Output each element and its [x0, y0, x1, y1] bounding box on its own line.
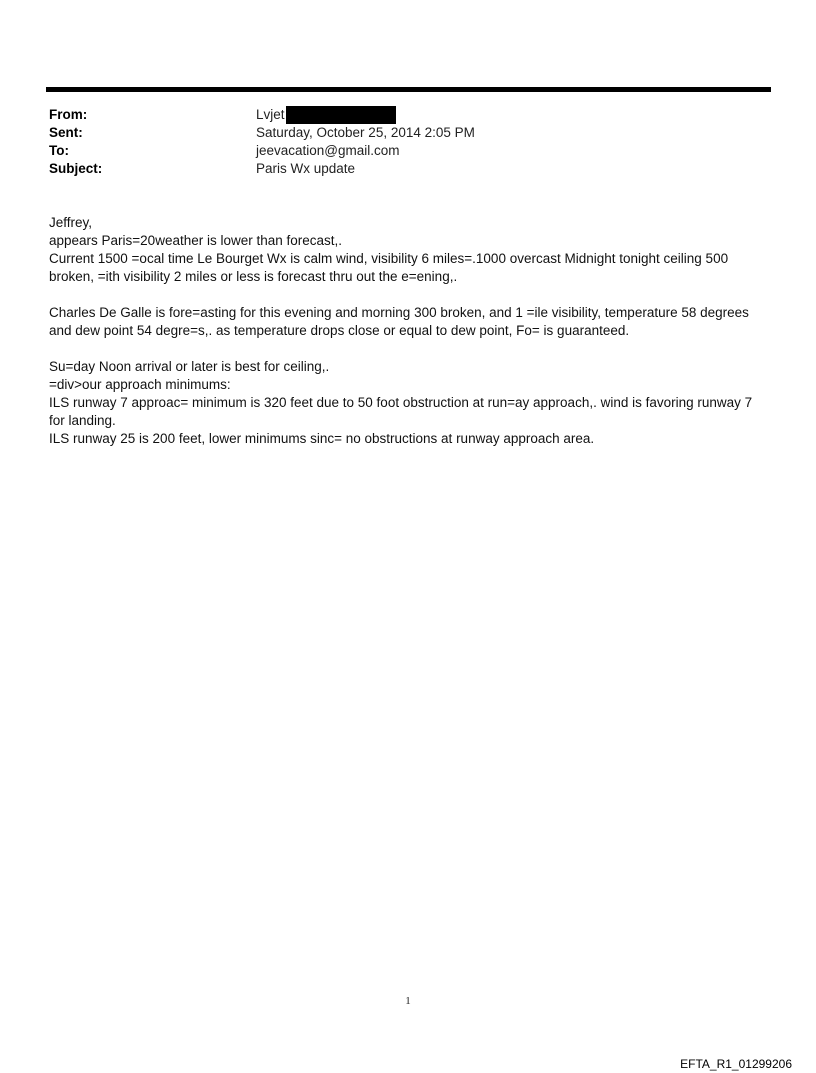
subject-row [49, 160, 749, 178]
body-line: appears Paris=20weather is lower than forecast,. [49, 233, 343, 248]
sent-label: Sent: [49, 125, 83, 140]
to-label: To: [49, 143, 69, 158]
paragraph-spacer [49, 340, 769, 358]
to-value: jeevacation@gmail.com [256, 143, 400, 158]
from-value-wrapper [256, 106, 396, 124]
paragraph-spacer [49, 286, 769, 304]
body-line: Current 1500 =ocal time Le Bourget Wx is calm wind, visibility 6 miles=.1000 overcast Midnight tonight ceiling 500 broken, =ith visibility 2 miles or less is forecast thru out the e=ening,. [49, 251, 729, 284]
body-line: ILS runway 7 approac= minimum is 320 feet due to 50 foot obstruction at run=ay approach,. wind is favoring runway 7 for landing. [49, 395, 753, 428]
from-row [49, 106, 749, 124]
subject-label: Subject: [49, 161, 103, 176]
body-line: Su=day Noon arrival or later is best for ceiling,. [49, 359, 330, 374]
from-label: From: [49, 107, 88, 122]
body-greeting: Jeffrey, [49, 215, 93, 230]
email-header [49, 106, 749, 178]
to-row [49, 142, 749, 160]
body-line: Charles De Galle is fore=asting for this evening and morning 300 broken, and 1 =ile visibility, temperature 58 degrees and dew point 54 degre=s,. as temperature drops close or equal to dew point, Fo= is guaranteed. [49, 305, 749, 338]
email-body [49, 214, 769, 448]
sent-value: Saturday, October 25, 2014 2:05 PM [256, 125, 475, 140]
document-id: EFTA_R1_01299206 [680, 1057, 792, 1071]
redaction-block [286, 106, 396, 124]
sent-row [49, 124, 749, 142]
page-number: 1 [405, 995, 411, 1007]
from-value: Lvjet [256, 107, 285, 122]
body-line: ILS runway 25 is 200 feet, lower minimums sinc= no obstructions at runway approach area. [49, 431, 595, 446]
header-divider-rule [46, 87, 771, 92]
subject-value: Paris Wx update [256, 161, 356, 176]
body-line: =div>our approach minimums: [49, 377, 231, 392]
